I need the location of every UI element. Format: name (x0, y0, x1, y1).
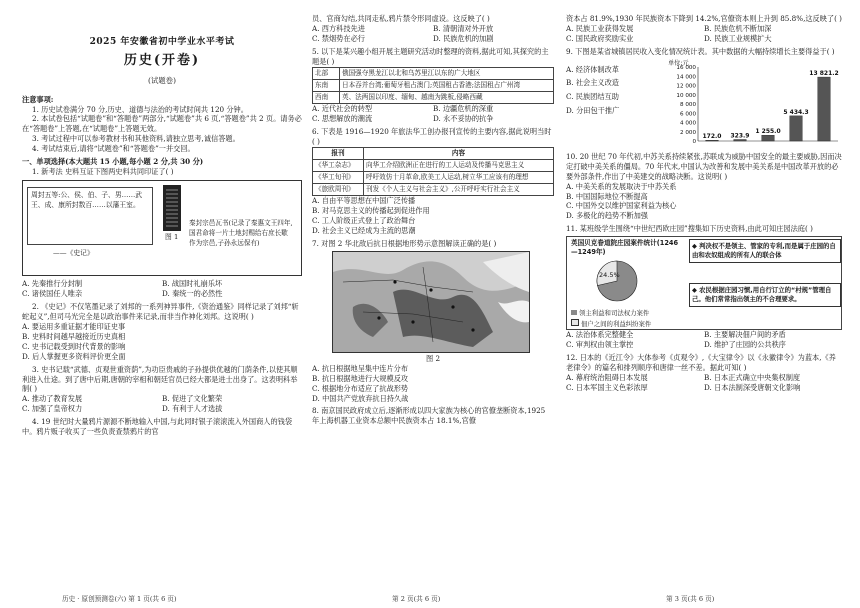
question-11-figure (566, 236, 842, 330)
exam-subject: 历史(开卷) (123, 53, 201, 69)
table-row: 北部 俄国强夺黑龙江以北和乌苏里江以东的广大地区 (313, 67, 554, 79)
option[interactable]: B. 中国国际地位不断提高 (566, 191, 648, 201)
y-tick-label: 8 000 (679, 101, 696, 108)
option[interactable]: A. 先秦推行分封制 (22, 279, 83, 289)
option[interactable]: B. 促进了文化繁荣 (162, 394, 223, 404)
bar-value-label: 172.0 (702, 132, 722, 140)
bar-value-label: 13 821.2 (809, 69, 839, 77)
y-tick-label: 16 000 (676, 64, 696, 71)
option[interactable]: C. 中国外交以维护国家利益为核心 (566, 201, 677, 211)
option[interactable]: C. 根据地分布适应了抗战形势 (312, 383, 409, 393)
question-9-stem: 9. 下图是某省城镇居民收入变化情况统计表。其中数据的大幅持续增长主要得益于( ) (566, 46, 835, 56)
table-row: 《旅欧周刊》 刊发《个人主义与社会主义》,公开呼吁实行社会主义 (313, 184, 554, 196)
question-4-continued: 员、官商勾结,共同走私,鸦片禁令形同虚设。这反映了( ) (312, 14, 490, 23)
bar-value-label: 1 255.0 (755, 127, 781, 135)
page-footer: 第 2 页(共 6 页) (392, 594, 441, 603)
map-graphic (333, 252, 529, 352)
question-5-options (312, 104, 554, 124)
option[interactable]: C. 审判权由领主掌控 (566, 340, 634, 350)
option[interactable]: B. 民族危机不断加深 (704, 23, 772, 33)
pie-legend (571, 309, 651, 329)
option[interactable]: D. 社会主义已经成为主流的思潮 (312, 225, 416, 235)
question-1-figure (22, 180, 302, 276)
table-header-row: 报刊 内容 (313, 147, 554, 159)
legend-item: 领主利益和司法权力案件 (571, 309, 651, 319)
y-tick-label: 2 000 (679, 129, 696, 136)
pie-chart-title: 英国贝克眷道院庄园案件统计(1246—1249年) (571, 239, 679, 257)
diamond-bullet-icon: ◆ (692, 242, 697, 251)
bar (762, 135, 775, 141)
option[interactable]: B. 边疆危机的深重 (433, 103, 494, 113)
question-4-stem: 4. 19 世纪时大量鸦片源源不断地输入中国,与此同时银子滚滚流入外国商人的钱袋中。鸦片贩子收买了一些负责查禁鸦片的官 (22, 417, 293, 437)
y-unit-label: 单位:元 (668, 59, 689, 67)
option[interactable]: A. 抗日根据地呈集中连片分布 (312, 363, 409, 373)
paper-type: (试题卷) (148, 76, 176, 86)
option[interactable]: C. 诸侯国任人唯亲 (22, 289, 83, 298)
option[interactable]: A. 推动了教育发展 (22, 394, 83, 404)
table-row: 《华工杂志》 向华工介绍欧洲正在进行的工人运动及传播马克思主义 (313, 159, 554, 171)
table-row: 东南 日本吞并台湾;葡萄牙租占澳门;英国租占香港;法国租占广州湾 (313, 79, 554, 91)
page-footer: 第 3 页(共 6 页) (666, 594, 715, 603)
shiji-quote: 周封五等:公、侯、伯、子、男……武王、成、康所封数百……以藩王室。 (31, 191, 143, 209)
page-1-column (22, 0, 302, 608)
y-tick-label: 6 000 (679, 111, 696, 117)
bar (790, 116, 803, 141)
option[interactable]: B. 社会主义改造 (566, 78, 619, 88)
notes-heading: 注意事项: (22, 94, 54, 104)
shiji-source: ——《史记》 (53, 249, 94, 258)
note-item: 3. 考试过程中可以参考教材书和其他资料,请独立思考,诚信答题。 (32, 134, 240, 144)
option[interactable]: C. 史书记载受到时代背景的影响 (22, 341, 126, 351)
note-item: 2. 本试卷包括“试题卷”和“答题卷”两部分,“试题卷”共 6 页,“答题卷”共 2 页。请务必在“答题卷”上答题,在“试题卷”上答题无效。 (22, 114, 302, 134)
figure-1-label: 图 1 (165, 233, 179, 242)
option[interactable]: B. 对马克思主义的传播起到促进作用 (312, 206, 430, 216)
legend-item: 佃户之间的利益纠纷案件 (571, 319, 651, 330)
y-tick-label: 14 000 (676, 74, 696, 80)
question-10-stem: 10. 20 世纪 70 年代初,中苏关系持续紧张,苏联成为威胁中国安全的最主要威胁,因而决定打破中美关系的僵局。70 年代末,中国认为改善和发展中美关系是中国改革开放的必要外部条件,作出了中美建交的战略决断。这说明( ) (566, 151, 842, 181)
question-3-stem: 3. 史书记载“武德、贞观世重资荫”,为功臣贵戚的子孙提供优越的门荫条件,以使其顺利进入仕途。到了唐中后期,唐朝的宰相和朝廷官员已经大都是进士出身了。这表明科举制( ) (22, 364, 298, 394)
note-item: 1. 历史试卷满分 70 分,历史、道德与法治的考试时间共 120 分钟。 (32, 104, 248, 114)
option[interactable]: D. 秦统一的必然性 (162, 289, 223, 298)
option[interactable]: B. 战国时礼崩乐坏 (162, 279, 223, 289)
income-bar-chart (662, 57, 842, 149)
question-1-stem: 1. 新考法 史料互证下图两史料共同印证了( ) (32, 167, 174, 177)
option[interactable]: D. 维护了庄园的公共秩序 (704, 340, 786, 350)
section-heading: 一、单项选择(本大题共 15 小题,每小题 2 分,共 30 分) (22, 157, 204, 167)
page-3-column (566, 0, 842, 608)
question-5-table (312, 67, 554, 104)
table-row: 西南 英、法两国以印度、缅甸、越南为跳板,侵略西藏 (313, 91, 554, 103)
bar (818, 77, 831, 141)
bar-value-label: 323.9 (730, 132, 750, 140)
option[interactable]: C. 禁烟势在必行 (312, 33, 365, 43)
north-china-map (332, 251, 530, 353)
question-8-continued: 资本占 81.9%,1930 年民族资本下降到 14.2%,官僚资本则上升到 85.8%,这反映了( ) (566, 14, 842, 23)
question-11-options (566, 330, 842, 350)
bar (734, 139, 747, 140)
option[interactable]: D. 民族危机的加剧 (433, 33, 494, 43)
court-note-2: ◆ 农民根据庄园习惯,用自行订立的“村规”管理自己。他们常常指出领主的不合理要求。 (689, 283, 841, 307)
question-4-options (312, 24, 554, 44)
option[interactable]: B. 清朝清对外开放 (433, 23, 494, 33)
option[interactable]: A. 中美关系的发展取决于中苏关系 (566, 181, 677, 191)
question-9-options (566, 63, 666, 118)
option[interactable]: D. 民族工业规模扩大 (704, 33, 772, 43)
court-note-1: ◆ 判决权不是领主、管家的专利,而是属于庄园的自由和农奴组成的所有人的联合体 (689, 239, 841, 263)
option[interactable]: A. 西方科技先进 (312, 23, 365, 33)
question-5-stem: 5. 以下是某兴趣小组开展主题研究活动时整理的资料,据此可知,其探究的主题是( ) (312, 46, 549, 66)
option[interactable]: B. 史料时间越早越接近历史真相 (22, 331, 126, 341)
bar (706, 140, 719, 141)
option[interactable]: B. 抗日根据地进行大规模反攻 (312, 373, 409, 383)
question-11-stem: 11. 某班级学生围绕“中世纪西欧庄园”搜集如下历史资料,由此可知庄园法庭( ) (566, 224, 813, 234)
y-tick-label: 4 000 (679, 120, 696, 127)
table-row: 《华工旬刊》 呼吁效仿十月革命,欧美工人运动,树立华工应该有的理想 (313, 171, 554, 183)
option[interactable]: B. 主要解决佃户间的矛盾 (704, 330, 786, 340)
question-1-options (22, 279, 302, 299)
option[interactable]: D. 中国共产党放弃抗日持久战 (312, 393, 409, 403)
option[interactable]: C. 思想解放的潮流 (312, 113, 373, 123)
option[interactable]: D. 日本法制深受唐朝文化影响 (704, 382, 801, 392)
option[interactable]: D. 后人掌握更多资料评价更全面 (22, 351, 126, 361)
option[interactable]: A. 幕府统治阻碍日本发展 (566, 373, 648, 382)
diamond-bullet-icon: ◆ (692, 286, 697, 295)
exam-title: 2025 年安徽省初中学业水平考试 (89, 37, 235, 47)
option[interactable]: C. 日本军国主义色彩浓厚 (566, 382, 648, 392)
option[interactable]: D. 有利于人才选拔 (162, 404, 223, 414)
option[interactable]: D. 分田包干推广 (566, 105, 620, 115)
page-2-column (312, 0, 554, 608)
question-9-block (566, 57, 842, 149)
question-2-options (22, 322, 302, 362)
option[interactable]: A. 要运用多重证据才能印证史事 (22, 321, 126, 331)
question-10-options (566, 182, 842, 222)
question-12-stem: 12. 日本的《近江令》大体参考《贞观令》,《大宝律令》以《永徽律令》为蓝本,《养老律令》的篇名和排列顺序和唐律一丝不差。据此可知( ) (566, 353, 836, 373)
option[interactable]: C. 民族团结互助 (566, 92, 619, 102)
option[interactable]: D. 永不妥协的抗争 (433, 113, 494, 123)
figure-2-label: 图 2 (425, 353, 441, 363)
question-6-table (312, 147, 554, 196)
case-pie-chart (587, 257, 657, 307)
y-tick-label: 10 000 (676, 92, 696, 99)
option[interactable]: A. 民族工业获得发展 (566, 23, 634, 33)
page-footer: 历史 · 原创预测卷(六) 第 1 页(共 6 页) (62, 594, 177, 603)
question-6-options (312, 196, 554, 236)
bar-value-label: 5 434.3 (783, 108, 809, 116)
option[interactable]: A. 自由平等思想在中国广泛传播 (312, 196, 416, 206)
question-6-stem: 6. 下表是 1916—1920 年旅法华工创办报刊宣传的主要内容,据此说明当时( ) (312, 126, 552, 146)
question-7-stem: 7. 对图 2 华北敌后抗日根据地形势示意图解读正确的是( ) (312, 238, 497, 248)
y-tick-label: 0 (692, 138, 696, 145)
option[interactable]: A. 经济体制改革 (566, 64, 619, 74)
shiji-quote-box (27, 187, 153, 245)
tile-caption: 秦封宗邑瓦书(记录了秦惠文王四年,国君命将一片土地封赐给右庶长歜作为宗邑,子孙永远保有) (189, 219, 293, 247)
option[interactable]: B. 日本正式确立中央集权制度 (704, 373, 801, 382)
question-8-stem: 8. 南京国民政府成立后,逐渐形成以四大家族为核心的官僚垄断资本,1925 年上海机器工业资本总额中民族资本占 18.1%,官僚 (312, 406, 546, 426)
note-item: 4. 考试结束后,请将“试题卷”和“答题卷”一并交回。 (32, 144, 195, 154)
question-8-options (566, 24, 842, 44)
question-3-options (22, 394, 302, 414)
question-2-stem: 2. 《史记》不仅笔墨记录了刘邦的一系列神异事件,《资治通鉴》同样记录了刘邦“斩蛇起义”,但司马光完全是以政治事件来记录,而非当作神化刘邦。这说明( ) (22, 301, 299, 321)
option[interactable]: C. 加强了皇帝权力 (22, 404, 83, 414)
tile-rubbing-image (163, 185, 181, 231)
pie-percent-label: 24.5% (599, 271, 620, 280)
option[interactable]: D. 多极化的趋势不断加强 (566, 211, 648, 221)
option[interactable]: C. 国民政府奖励实业 (566, 33, 634, 43)
option[interactable]: A. 法治体系完整健全 (566, 330, 634, 340)
question-7-options (312, 364, 554, 404)
question-12-options (566, 373, 842, 393)
option[interactable]: C. 工人阶级正式登上了政治舞台 (312, 215, 416, 225)
option[interactable]: A. 近代社会的转型 (312, 103, 373, 113)
y-tick-label: 12 000 (676, 83, 696, 90)
